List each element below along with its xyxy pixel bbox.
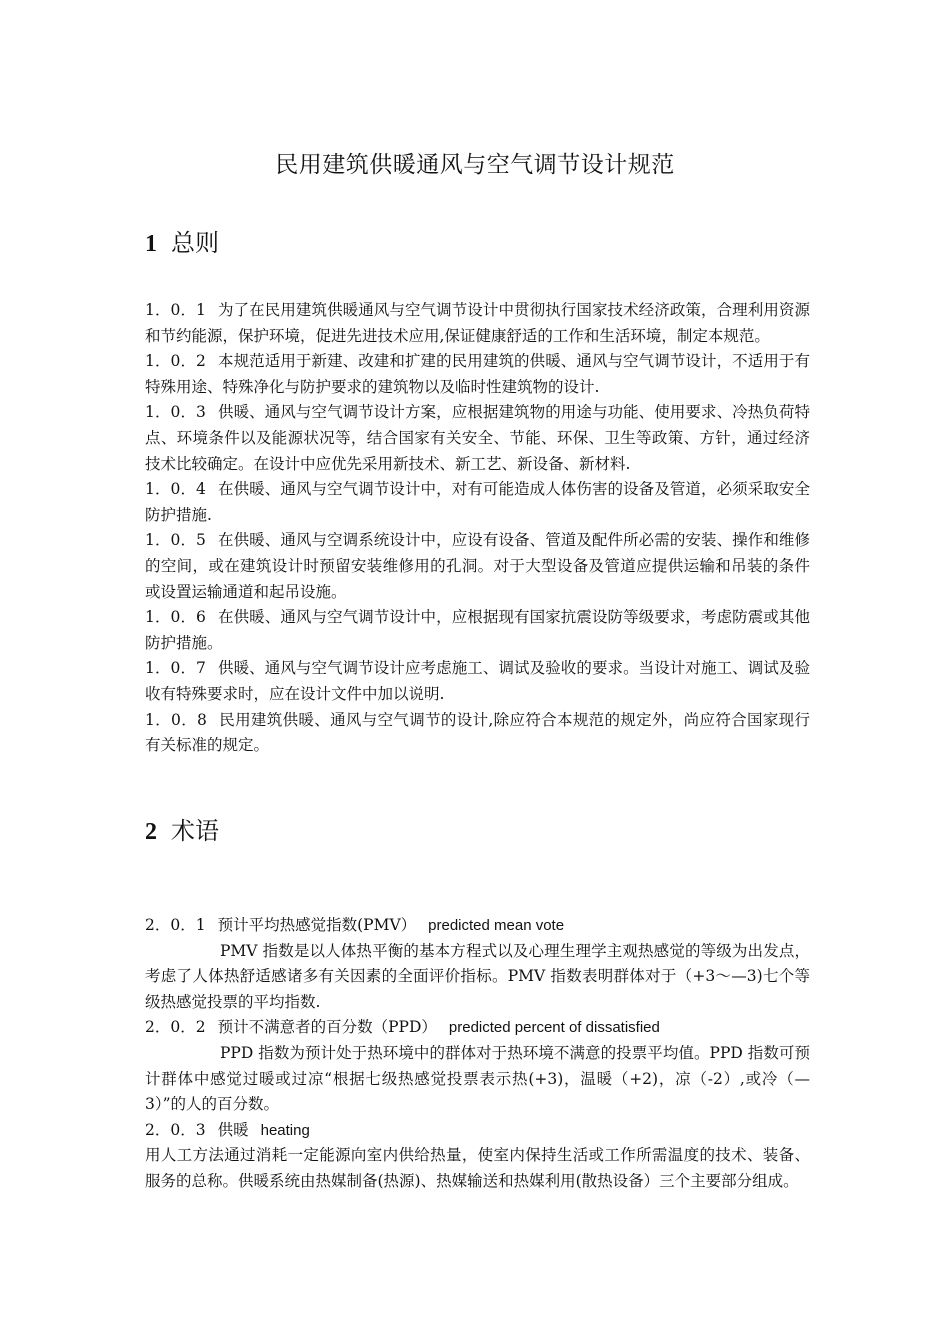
clause-number: 2．0．1	[145, 916, 206, 934]
clause-number: 2．0．2	[145, 1018, 206, 1037]
clause-1-0-3	[145, 400, 810, 477]
clause-number: 1．0．2	[145, 352, 206, 371]
term-chinese: 预计不满意者的百分数（PPD）	[217, 1018, 437, 1037]
clause-text: 在供暖、通风与空气调节设计中，对有可能造成人体伤害的设备及管道，必须采取安全防护措施.	[145, 480, 810, 524]
term-2-0-3-definition: 用人工方法通过消耗一定能源向室内供给热量，使室内保持生活或工作所需温度的技术、装备、服务的总称。供暖系统由热媒制备(热源)、热媒输送和热媒利用(散热设备）三个主要部分组成。	[145, 1146, 810, 1190]
chapter-number: 1	[145, 231, 157, 257]
term-chinese: 预计平均热感觉指数(PMV）	[217, 916, 417, 934]
clause-number: 1．0．5	[145, 531, 206, 550]
term-2-0-1-heading	[145, 913, 810, 939]
chapter-2-body	[145, 913, 810, 1195]
clause-text: 在供暖、通风与空调系统设计中，应设有设备、管道及配件所必需的安装、操作和维修的空间，或在建筑设计时预留安装维修用的孔洞。对于大型设备及管道应提供运输和吊装的条件或设置运输通道和起吊设施。	[145, 531, 810, 601]
clause-number: 1．0．1	[145, 301, 206, 319]
term-2-0-2-definition: PPD 指数为预计处于热环境中的群体对于热环境不满意的投票平均值。PPD 指数可预计群体中感觉过暖或过凉“根据七级热感觉投票表示热(+3)，温暖（+2)，凉（-2）,或冷（—3）”的人的百分数。	[145, 1043, 810, 1114]
clause-text: 供暖、通风与空气调节设计应考虑施工、调试及验收的要求。当设计对施工、调试及验收有特殊要求时，应在设计文件中加以说明.	[145, 659, 810, 703]
clause-1-0-6	[145, 605, 810, 656]
chapter-heading-1	[145, 226, 219, 261]
term-2-0-2-heading	[145, 1015, 810, 1041]
term-chinese: 供暖	[217, 1120, 249, 1139]
clause-text: 在供暖、通风与空气调节设计中，应根据现有国家抗震设防等级要求，考虑防震或其他防护措施。	[145, 608, 810, 652]
clause-1-0-2	[145, 349, 810, 400]
chapter-title: 总则	[171, 229, 219, 257]
chapter-number: 2	[145, 819, 157, 845]
document-title: 民用建筑供暖通风与空气调节设计规范	[275, 152, 675, 178]
clause-1-0-7	[145, 656, 810, 707]
clause-number: 1．0．7	[145, 659, 206, 678]
clause-number: 1．0．4	[145, 480, 206, 499]
clause-1-0-8	[145, 708, 810, 759]
clause-text: 为了在民用建筑供暖通风与空气调节设计中贯彻执行国家技术经济政策，合理利用资源和节约能源，保护环境，促进先进技术应用,保证健康舒适的工作和生活环境，制定本规范。	[145, 301, 810, 345]
chapter-heading-2	[145, 814, 219, 849]
chapter-title: 术语	[171, 817, 219, 845]
term-2-0-3-heading	[145, 1118, 810, 1144]
term-english: predicted percent of dissatisfied	[448, 1019, 660, 1037]
clause-number: 1．0．6	[145, 608, 206, 627]
clause-text: 民用建筑供暖、通风与空气调节的设计,除应符合本规范的规定外，尚应符合国家现行有关标准的规定。	[145, 710, 810, 755]
clause-number: 1．0．8	[145, 710, 207, 729]
term-2-0-1-definition: PMV 指数是以人体热平衡的基本方程式以及心理生理学主观热感觉的等级为出发点，考虑了人体热舒适感诸多有关因素的全面评价指标。PMV 指数表明群体对于（+3～—3)七个等级热感觉投票的平均指数.	[145, 941, 810, 1011]
chapter-1-body	[145, 298, 810, 759]
clause-1-0-4	[145, 477, 810, 528]
clause-number: 2．0．3	[145, 1120, 206, 1139]
clause-text: 本规范适用于新建、改建和扩建的民用建筑的供暖、通风与空气调节设计，不适用于有特殊用途、特殊净化与防护要求的建筑物以及临时性建筑物的设计.	[145, 352, 810, 396]
clause-1-0-1	[145, 298, 810, 349]
clause-text: 供暖、通风与空气调节设计方案，应根据建筑物的用途与功能、使用要求、冷热负荷特点、环境条件以及能源状况等，结合国家有关安全、节能、环保、卫生等政策、方针，通过经济技术比较确定。在设计中应优先采用新技术、新工艺、新设备、新材料.	[145, 403, 810, 473]
clause-number: 1．0．3	[145, 403, 206, 422]
term-english: predicted mean vote	[428, 917, 565, 934]
term-english: heating	[260, 1121, 310, 1139]
clause-1-0-5	[145, 528, 810, 605]
